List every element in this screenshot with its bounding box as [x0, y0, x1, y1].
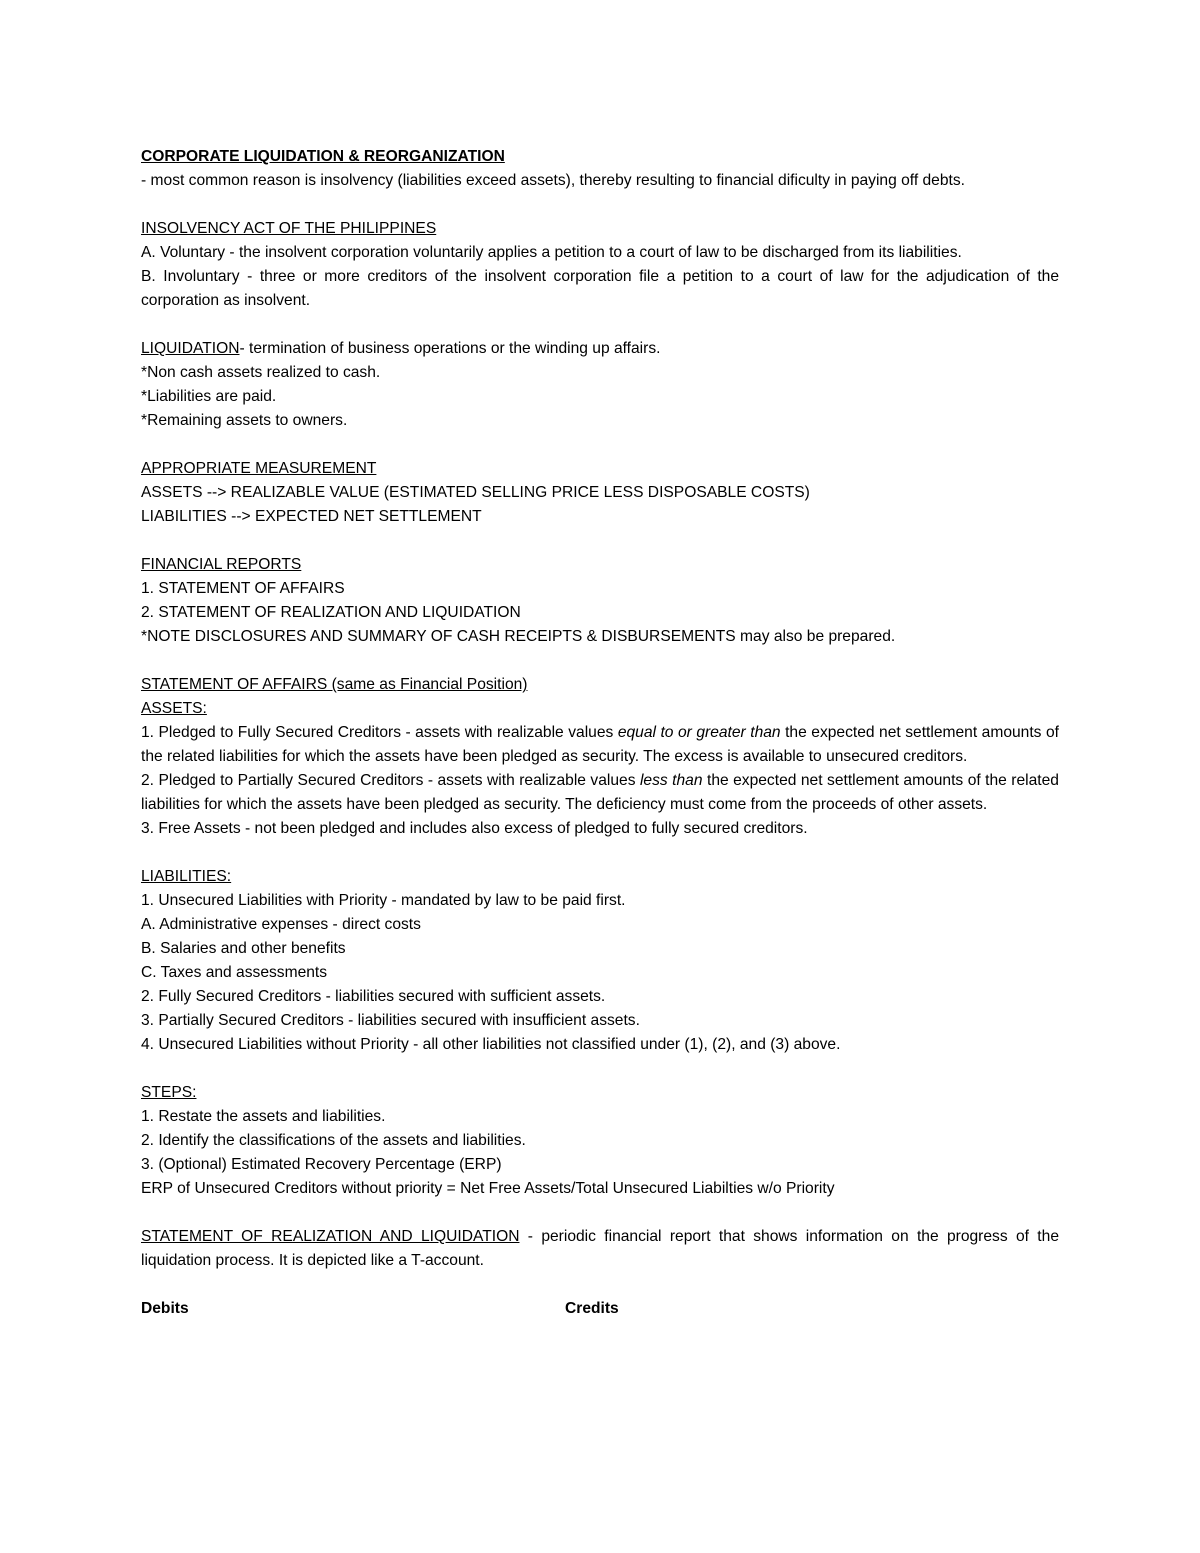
- asset-item-2: [141, 769, 1059, 817]
- asset-item-2-pre: 2. Pledged to Partially Secured Creditors - assets with realizable values: [141, 772, 640, 789]
- asset-item-2-post: the expected net settlement amounts of the related liabilities for which the assets have been pledged as security. The deficiency must come from the proceeds of other assets.: [141, 772, 1059, 813]
- list-item: *Remaining assets to owners.: [141, 412, 348, 429]
- intro-text: - most common reason is insolvency (liabilities exceed assets), thereby resulting to financial dificulty in paying off debts.: [141, 172, 965, 189]
- note-rest: may also be prepared.: [735, 628, 896, 645]
- affairs-liabilities-heading: LIABILITIES:: [141, 868, 232, 885]
- srl-text: - periodic financial report that shows information on the progress of the liquidation process. It is depicted like a T-account.: [141, 1228, 1059, 1269]
- insolvency-heading: INSOLVENCY ACT OF THE PHILIPPINES: [141, 220, 437, 237]
- asset-item-1: [141, 721, 1059, 769]
- list-item: *Liabilities are paid.: [141, 388, 277, 405]
- debits-label: Debits: [141, 1300, 189, 1317]
- spacer: [141, 649, 1059, 673]
- list-item: C. Taxes and assessments: [141, 964, 328, 981]
- list-item: ERP of Unsecured Creditors without priority = Net Free Assets/Total Unsecured Liabilties w/o Priority: [141, 1180, 835, 1197]
- spacer: [141, 433, 1059, 457]
- spacer: [141, 1273, 1059, 1297]
- list-item: 3. (Optional) Estimated Recovery Percentage (ERP): [141, 1156, 502, 1173]
- liquidation-heading: LIQUIDATION: [141, 340, 240, 357]
- spacer: [141, 1057, 1059, 1081]
- spacer: [141, 313, 1059, 337]
- asset-item-1-pre: 1. Pledged to Fully Secured Creditors - assets with realizable values: [141, 724, 618, 741]
- srl-paragraph: [141, 1225, 1059, 1273]
- note-caps: *NOTE DISCLOSURES AND SUMMARY OF CASH RECEIPTS & DISBURSEMENTS: [141, 628, 736, 645]
- spacer: [141, 193, 1059, 217]
- measurement-assets: ASSETS --> REALIZABLE VALUE (ESTIMATED SELLING PRICE LESS DISPOSABLE COSTS): [141, 484, 810, 501]
- spacer: [141, 529, 1059, 553]
- reports-note: [141, 625, 1059, 649]
- asset-item-2-emphasis: less than: [639, 772, 703, 789]
- list-item: A. Administrative expenses - direct costs: [141, 916, 421, 933]
- reports-heading: FINANCIAL REPORTS: [141, 556, 302, 573]
- insolvency-voluntary: A. Voluntary - the insolvent corporation voluntarily applies a petition to a court of law to be discharged from its liabilities.: [141, 244, 962, 261]
- asset-item-1-post: the expected net settlement amounts of the related liabilities for which the assets have been pledged as security. The excess is available to unsecured creditors.: [141, 724, 1059, 765]
- spacer: [141, 1201, 1059, 1225]
- list-item: 2. Fully Secured Creditors - liabilities secured with sufficient assets.: [141, 988, 606, 1005]
- doc-title: CORPORATE LIQUIDATION & REORGANIZATION: [141, 148, 505, 165]
- list-item: B. Salaries and other benefits: [141, 940, 346, 957]
- liquidation-def-text: - termination of business operations or the winding up affairs.: [239, 340, 661, 357]
- list-item: 1. Unsecured Liabilities with Priority - mandated by law to be paid first.: [141, 892, 626, 909]
- list-item: 4. Unsecured Liabilities without Priority - all other liabilities not classified under (1), (2), and (3) above.: [141, 1036, 841, 1053]
- affairs-assets-heading: ASSETS:: [141, 700, 207, 717]
- insolvency-involuntary: B. Involuntary - three or more creditors of the insolvent corporation file a petition to a court of law for the adjudication of the corporation as insolvent.: [141, 268, 1059, 309]
- liquidation-definition: [141, 337, 1059, 361]
- affairs-heading: STATEMENT OF AFFAIRS (same as Financial Position): [141, 676, 528, 693]
- list-item: 1. Restate the assets and liabilities.: [141, 1108, 386, 1125]
- srl-heading: STATEMENT OF REALIZATION AND LIQUIDATION: [141, 1228, 520, 1245]
- list-item: 3. Partially Secured Creditors - liabilities secured with insufficient assets.: [141, 1012, 640, 1029]
- asset-item-3: 3. Free Assets - not been pledged and includes also excess of pledged to fully secured creditors.: [141, 820, 808, 837]
- list-item: 2. Identify the classifications of the assets and liabilities.: [141, 1132, 526, 1149]
- measurement-liabilities: LIABILITIES --> EXPECTED NET SETTLEMENT: [141, 508, 482, 525]
- document-page: [141, 145, 1059, 1321]
- steps-heading: STEPS:: [141, 1084, 197, 1101]
- t-account-headers: [141, 1297, 1059, 1321]
- list-item: 1. STATEMENT OF AFFAIRS: [141, 580, 345, 597]
- asset-item-1-emphasis: equal to or greater than: [617, 724, 781, 741]
- list-item: *Non cash assets realized to cash.: [141, 364, 381, 381]
- list-item: 2. STATEMENT OF REALIZATION AND LIQUIDATION: [141, 604, 521, 621]
- spacer: [141, 841, 1059, 865]
- measurement-heading: APPROPRIATE MEASUREMENT: [141, 460, 377, 477]
- credits-label: Credits: [565, 1300, 619, 1317]
